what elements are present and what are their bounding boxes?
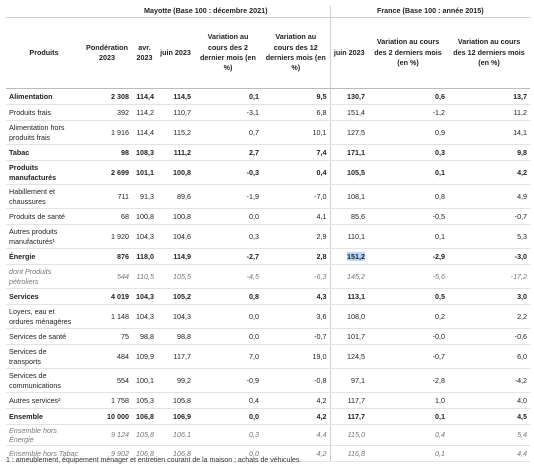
table-row xyxy=(6,249,530,265)
cell-juin-france: 171,1 xyxy=(330,145,368,161)
cell-ponderation: 10 000 xyxy=(82,409,132,425)
cell-var12-france: -0,6 xyxy=(448,329,530,345)
table-row xyxy=(6,425,530,446)
cell-var2-mayotte: 0,0 xyxy=(194,409,262,425)
cell-juin-france: 145,2 xyxy=(330,265,368,289)
col-var2-france: Variation au cours des 2 derniers mois (en %) xyxy=(368,18,448,89)
cell-ponderation: 98 xyxy=(82,145,132,161)
cell-ponderation: 4 019 xyxy=(82,289,132,305)
col-var12-france: Variation au cours des 12 derniers mois (en %) xyxy=(448,18,530,89)
cell-var12-mayotte: 2,9 xyxy=(262,225,330,249)
cell-juin-mayotte: 98,8 xyxy=(157,329,194,345)
cell-juin-mayotte: 104,6 xyxy=(157,225,194,249)
cell-juin-france: 116,8 xyxy=(330,446,368,462)
cell-var12-france: 5,4 xyxy=(448,425,530,446)
cell-var12-france: 6,0 xyxy=(448,345,530,369)
col-ponderation: Pondération 2023 xyxy=(82,18,132,89)
cell-var2-france: 0,3 xyxy=(368,145,448,161)
cell-juin-mayotte: 106,1 xyxy=(157,425,194,446)
row-label: dont Produits pétroliers xyxy=(6,265,82,289)
cell-juin-france: 115,0 xyxy=(330,425,368,446)
cell-var12-france: 4,0 xyxy=(448,393,530,409)
cell-juin-france: 101,7 xyxy=(330,329,368,345)
cell-var2-france: 0,5 xyxy=(368,289,448,305)
cell-var12-mayotte: 7,4 xyxy=(262,145,330,161)
table-row xyxy=(6,393,530,409)
row-label: Produits frais xyxy=(6,105,82,121)
cell-var12-mayotte: 10,1 xyxy=(262,121,330,145)
cell-var2-mayotte: 0,3 xyxy=(194,225,262,249)
row-label: Habillement et chaussures xyxy=(6,185,82,209)
cell-ponderation: 1 920 xyxy=(82,225,132,249)
cell-var2-mayotte: 0,8 xyxy=(194,289,262,305)
cell-var2-mayotte: -3,1 xyxy=(194,105,262,121)
cell-juin-mayotte: 105,5 xyxy=(157,265,194,289)
row-label: Ensemble xyxy=(6,409,82,425)
table-row xyxy=(6,209,530,225)
cell-var2-mayotte: -0,9 xyxy=(194,369,262,393)
row-label: Tabac xyxy=(6,145,82,161)
cell-var12-france: -17,2 xyxy=(448,265,530,289)
row-label: Loyers, eau et ordures ménagères xyxy=(6,305,82,329)
cell-var2-mayotte: 0,0 xyxy=(194,209,262,225)
cell-avr: 118,0 xyxy=(132,249,157,265)
cell-var2-france: 0,6 xyxy=(368,89,448,105)
cell-ponderation: 1 916 xyxy=(82,121,132,145)
cell-var2-france: -0,0 xyxy=(368,329,448,345)
col-juin-france: juin 2023 xyxy=(330,18,368,89)
cell-var12-mayotte: 3,6 xyxy=(262,305,330,329)
cell-ponderation: 9 902 xyxy=(82,446,132,462)
highlighted-value: 151,2 xyxy=(347,251,366,261)
cell-avr: 100,8 xyxy=(132,209,157,225)
cell-var12-france: -0,7 xyxy=(448,209,530,225)
cell-var12-mayotte: 19,0 xyxy=(262,345,330,369)
cell-juin-france: 108,0 xyxy=(330,305,368,329)
cell-var12-france: 2,2 xyxy=(448,305,530,329)
cell-avr: 110,5 xyxy=(132,265,157,289)
cell-juin-mayotte: 105,8 xyxy=(157,393,194,409)
col-juin-mayotte: juin 2023 xyxy=(157,18,194,89)
cell-var2-mayotte: 0,0 xyxy=(194,446,262,462)
cpi-table xyxy=(6,6,530,462)
cell-juin-france: 127,5 xyxy=(330,121,368,145)
cell-juin-mayotte: 114,5 xyxy=(157,89,194,105)
cell-avr: 106,8 xyxy=(132,409,157,425)
cell-juin-france xyxy=(330,249,368,265)
cell-avr: 98,8 xyxy=(132,329,157,345)
cell-juin-france: 108,1 xyxy=(330,185,368,209)
cell-var12-mayotte: -0,7 xyxy=(262,329,330,345)
cell-var12-france: 11,2 xyxy=(448,105,530,121)
cell-var2-mayotte: 0,3 xyxy=(194,425,262,446)
cell-var2-france: 0,1 xyxy=(368,409,448,425)
cell-juin-mayotte: 114,9 xyxy=(157,249,194,265)
france-group-header: France (Base 100 : année 2015) xyxy=(330,6,530,18)
cell-var12-mayotte: -7,0 xyxy=(262,185,330,209)
cell-var12-france: 13,7 xyxy=(448,89,530,105)
row-label: Services de transports xyxy=(6,345,82,369)
cell-var12-france: 4,2 xyxy=(448,161,530,185)
col-var2-mayotte: Variation au cours des 2 dernier mois (en %) xyxy=(194,18,262,89)
table-row xyxy=(6,105,530,121)
cell-var12-france: -3,0 xyxy=(448,249,530,265)
cell-var12-mayotte: 2,8 xyxy=(262,249,330,265)
cell-juin-mayotte: 100,8 xyxy=(157,209,194,225)
cell-var2-france: -5,6 xyxy=(368,265,448,289)
cell-var12-mayotte: 4,2 xyxy=(262,393,330,409)
cell-juin-mayotte: 111,2 xyxy=(157,145,194,161)
cell-juin-mayotte: 89,6 xyxy=(157,185,194,209)
row-label: Produits de santé xyxy=(6,209,82,225)
col-produits: Produits xyxy=(6,18,82,89)
cell-ponderation: 9 124 xyxy=(82,425,132,446)
cell-avr: 109,9 xyxy=(132,345,157,369)
cell-juin-france: 113,1 xyxy=(330,289,368,305)
row-label: Services de communications xyxy=(6,369,82,393)
cell-ponderation: 876 xyxy=(82,249,132,265)
cell-juin-mayotte: 117,7 xyxy=(157,345,194,369)
row-label: Alimentation xyxy=(6,89,82,105)
cell-var2-france: -1,2 xyxy=(368,105,448,121)
cell-var2-mayotte: 7,0 xyxy=(194,345,262,369)
cell-var2-france: -0,7 xyxy=(368,345,448,369)
cell-var12-france: 4,9 xyxy=(448,185,530,209)
cell-juin-mayotte: 106,8 xyxy=(157,446,194,462)
cell-ponderation: 68 xyxy=(82,209,132,225)
cell-avr: 114,4 xyxy=(132,121,157,145)
cell-avr: 104,3 xyxy=(132,289,157,305)
cell-var2-mayotte: 0,4 xyxy=(194,393,262,409)
cell-var12-mayotte: 4,3 xyxy=(262,289,330,305)
cell-avr: 105,8 xyxy=(132,425,157,446)
cell-juin-france: 151,4 xyxy=(330,105,368,121)
cell-ponderation: 1 758 xyxy=(82,393,132,409)
cell-avr: 106,8 xyxy=(132,446,157,462)
cell-var12-mayotte: -0,8 xyxy=(262,369,330,393)
row-label: Services xyxy=(6,289,82,305)
cell-var2-mayotte: 0,7 xyxy=(194,121,262,145)
cell-var2-mayotte: -4,5 xyxy=(194,265,262,289)
cell-var12-france: 4,4 xyxy=(448,446,530,462)
cell-var2-france: 0,9 xyxy=(368,121,448,145)
cell-juin-france: 124,5 xyxy=(330,345,368,369)
table-row xyxy=(6,345,530,369)
cell-var12-mayotte: 4,4 xyxy=(262,425,330,446)
table-row xyxy=(6,225,530,249)
cell-var2-mayotte: 0,0 xyxy=(194,329,262,345)
cell-var2-france: 0,1 xyxy=(368,446,448,462)
cell-var2-france: -0,5 xyxy=(368,209,448,225)
cell-juin-france: 97,1 xyxy=(330,369,368,393)
cell-juin-mayotte: 100,8 xyxy=(157,161,194,185)
cell-ponderation: 2 699 xyxy=(82,161,132,185)
row-label: Ensemble hors Tabac xyxy=(6,446,82,462)
cell-ponderation: 392 xyxy=(82,105,132,121)
table-row xyxy=(6,121,530,145)
cell-var2-france: 0,4 xyxy=(368,425,448,446)
row-label: Alimentation hors produits frais xyxy=(6,121,82,145)
table-row xyxy=(6,185,530,209)
row-label: Services de santé xyxy=(6,329,82,345)
cell-ponderation: 1 148 xyxy=(82,305,132,329)
cell-var12-mayotte: 4,1 xyxy=(262,209,330,225)
row-label: Autres produits manufacturés¹ xyxy=(6,225,82,249)
cell-avr: 108,3 xyxy=(132,145,157,161)
cell-var2-france: 0,1 xyxy=(368,225,448,249)
cell-avr: 114,2 xyxy=(132,105,157,121)
col-var12-mayotte: Variation au cours des 12 derniers mois (en %) xyxy=(262,18,330,89)
table-row xyxy=(6,89,530,105)
row-label: Énergie xyxy=(6,249,82,265)
cell-var2-mayotte: -0,3 xyxy=(194,161,262,185)
mayotte-group-header: Mayotte (Base 100 : décembre 2021) xyxy=(82,6,330,18)
cell-juin-mayotte: 115,2 xyxy=(157,121,194,145)
cell-juin-france: 85,6 xyxy=(330,209,368,225)
cell-var12-france: 4,5 xyxy=(448,409,530,425)
table-body xyxy=(6,89,530,462)
cell-var12-france: 9,8 xyxy=(448,145,530,161)
cell-var12-france: -4,2 xyxy=(448,369,530,393)
cell-avr: 100,1 xyxy=(132,369,157,393)
row-label: Produits manufacturés xyxy=(6,161,82,185)
cell-juin-france: 110,1 xyxy=(330,225,368,249)
cell-avr: 114,4 xyxy=(132,89,157,105)
table-row xyxy=(6,305,530,329)
cell-juin-mayotte: 105,2 xyxy=(157,289,194,305)
cell-var12-mayotte: 0,4 xyxy=(262,161,330,185)
cell-avr: 104,3 xyxy=(132,225,157,249)
cell-var2-mayotte: -1,9 xyxy=(194,185,262,209)
cell-juin-mayotte: 106,9 xyxy=(157,409,194,425)
cell-var12-mayotte: 6,8 xyxy=(262,105,330,121)
cell-var12-france: 3,0 xyxy=(448,289,530,305)
cell-var12-mayotte: -6,3 xyxy=(262,265,330,289)
cell-juin-france: 130,7 xyxy=(330,89,368,105)
table-row xyxy=(6,161,530,185)
row-label: Ensemble hors Énergie xyxy=(6,425,82,446)
cell-juin-mayotte: 110,7 xyxy=(157,105,194,121)
cell-avr: 105,3 xyxy=(132,393,157,409)
cell-var12-mayotte: 9,5 xyxy=(262,89,330,105)
cell-var12-mayotte: 4,2 xyxy=(262,409,330,425)
cell-var12-mayotte: 4,2 xyxy=(262,446,330,462)
cell-avr: 91,3 xyxy=(132,185,157,209)
table-row xyxy=(6,145,530,161)
cell-var2-mayotte: 2,7 xyxy=(194,145,262,161)
cell-juin-france: 117,7 xyxy=(330,409,368,425)
cell-juin-mayotte: 104,3 xyxy=(157,305,194,329)
cell-avr: 104,3 xyxy=(132,305,157,329)
cell-var2-mayotte: 0,0 xyxy=(194,305,262,329)
cell-var2-mayotte: -2,7 xyxy=(194,249,262,265)
cell-var2-mayotte: 0,1 xyxy=(194,89,262,105)
cell-ponderation: 554 xyxy=(82,369,132,393)
cell-var2-france: 1,0 xyxy=(368,393,448,409)
cell-var2-france: 0,1 xyxy=(368,161,448,185)
col-avr: avr. 2023 xyxy=(132,18,157,89)
cell-ponderation: 711 xyxy=(82,185,132,209)
table-row xyxy=(6,329,530,345)
cell-var2-france: -2,8 xyxy=(368,369,448,393)
table-row xyxy=(6,265,530,289)
footnote: 1 : ameublement, équipement ménager et entretien courant de la maison ; achats de véhicules xyxy=(6,457,300,464)
cell-var2-france: 0,2 xyxy=(368,305,448,329)
cell-ponderation: 2 308 xyxy=(82,89,132,105)
cell-var2-france: -2,9 xyxy=(368,249,448,265)
cell-var2-france: 0,8 xyxy=(368,185,448,209)
cell-ponderation: 484 xyxy=(82,345,132,369)
cell-ponderation: 544 xyxy=(82,265,132,289)
table-row xyxy=(6,409,530,425)
table-row xyxy=(6,289,530,305)
cell-ponderation: 75 xyxy=(82,329,132,345)
cell-juin-france: 105,5 xyxy=(330,161,368,185)
row-label: Autres services² xyxy=(6,393,82,409)
cell-var12-france: 5,3 xyxy=(448,225,530,249)
cell-avr: 101,1 xyxy=(132,161,157,185)
cell-var12-france: 14,1 xyxy=(448,121,530,145)
table-row xyxy=(6,369,530,393)
cell-juin-france: 117,7 xyxy=(330,393,368,409)
cell-juin-mayotte: 99,2 xyxy=(157,369,194,393)
